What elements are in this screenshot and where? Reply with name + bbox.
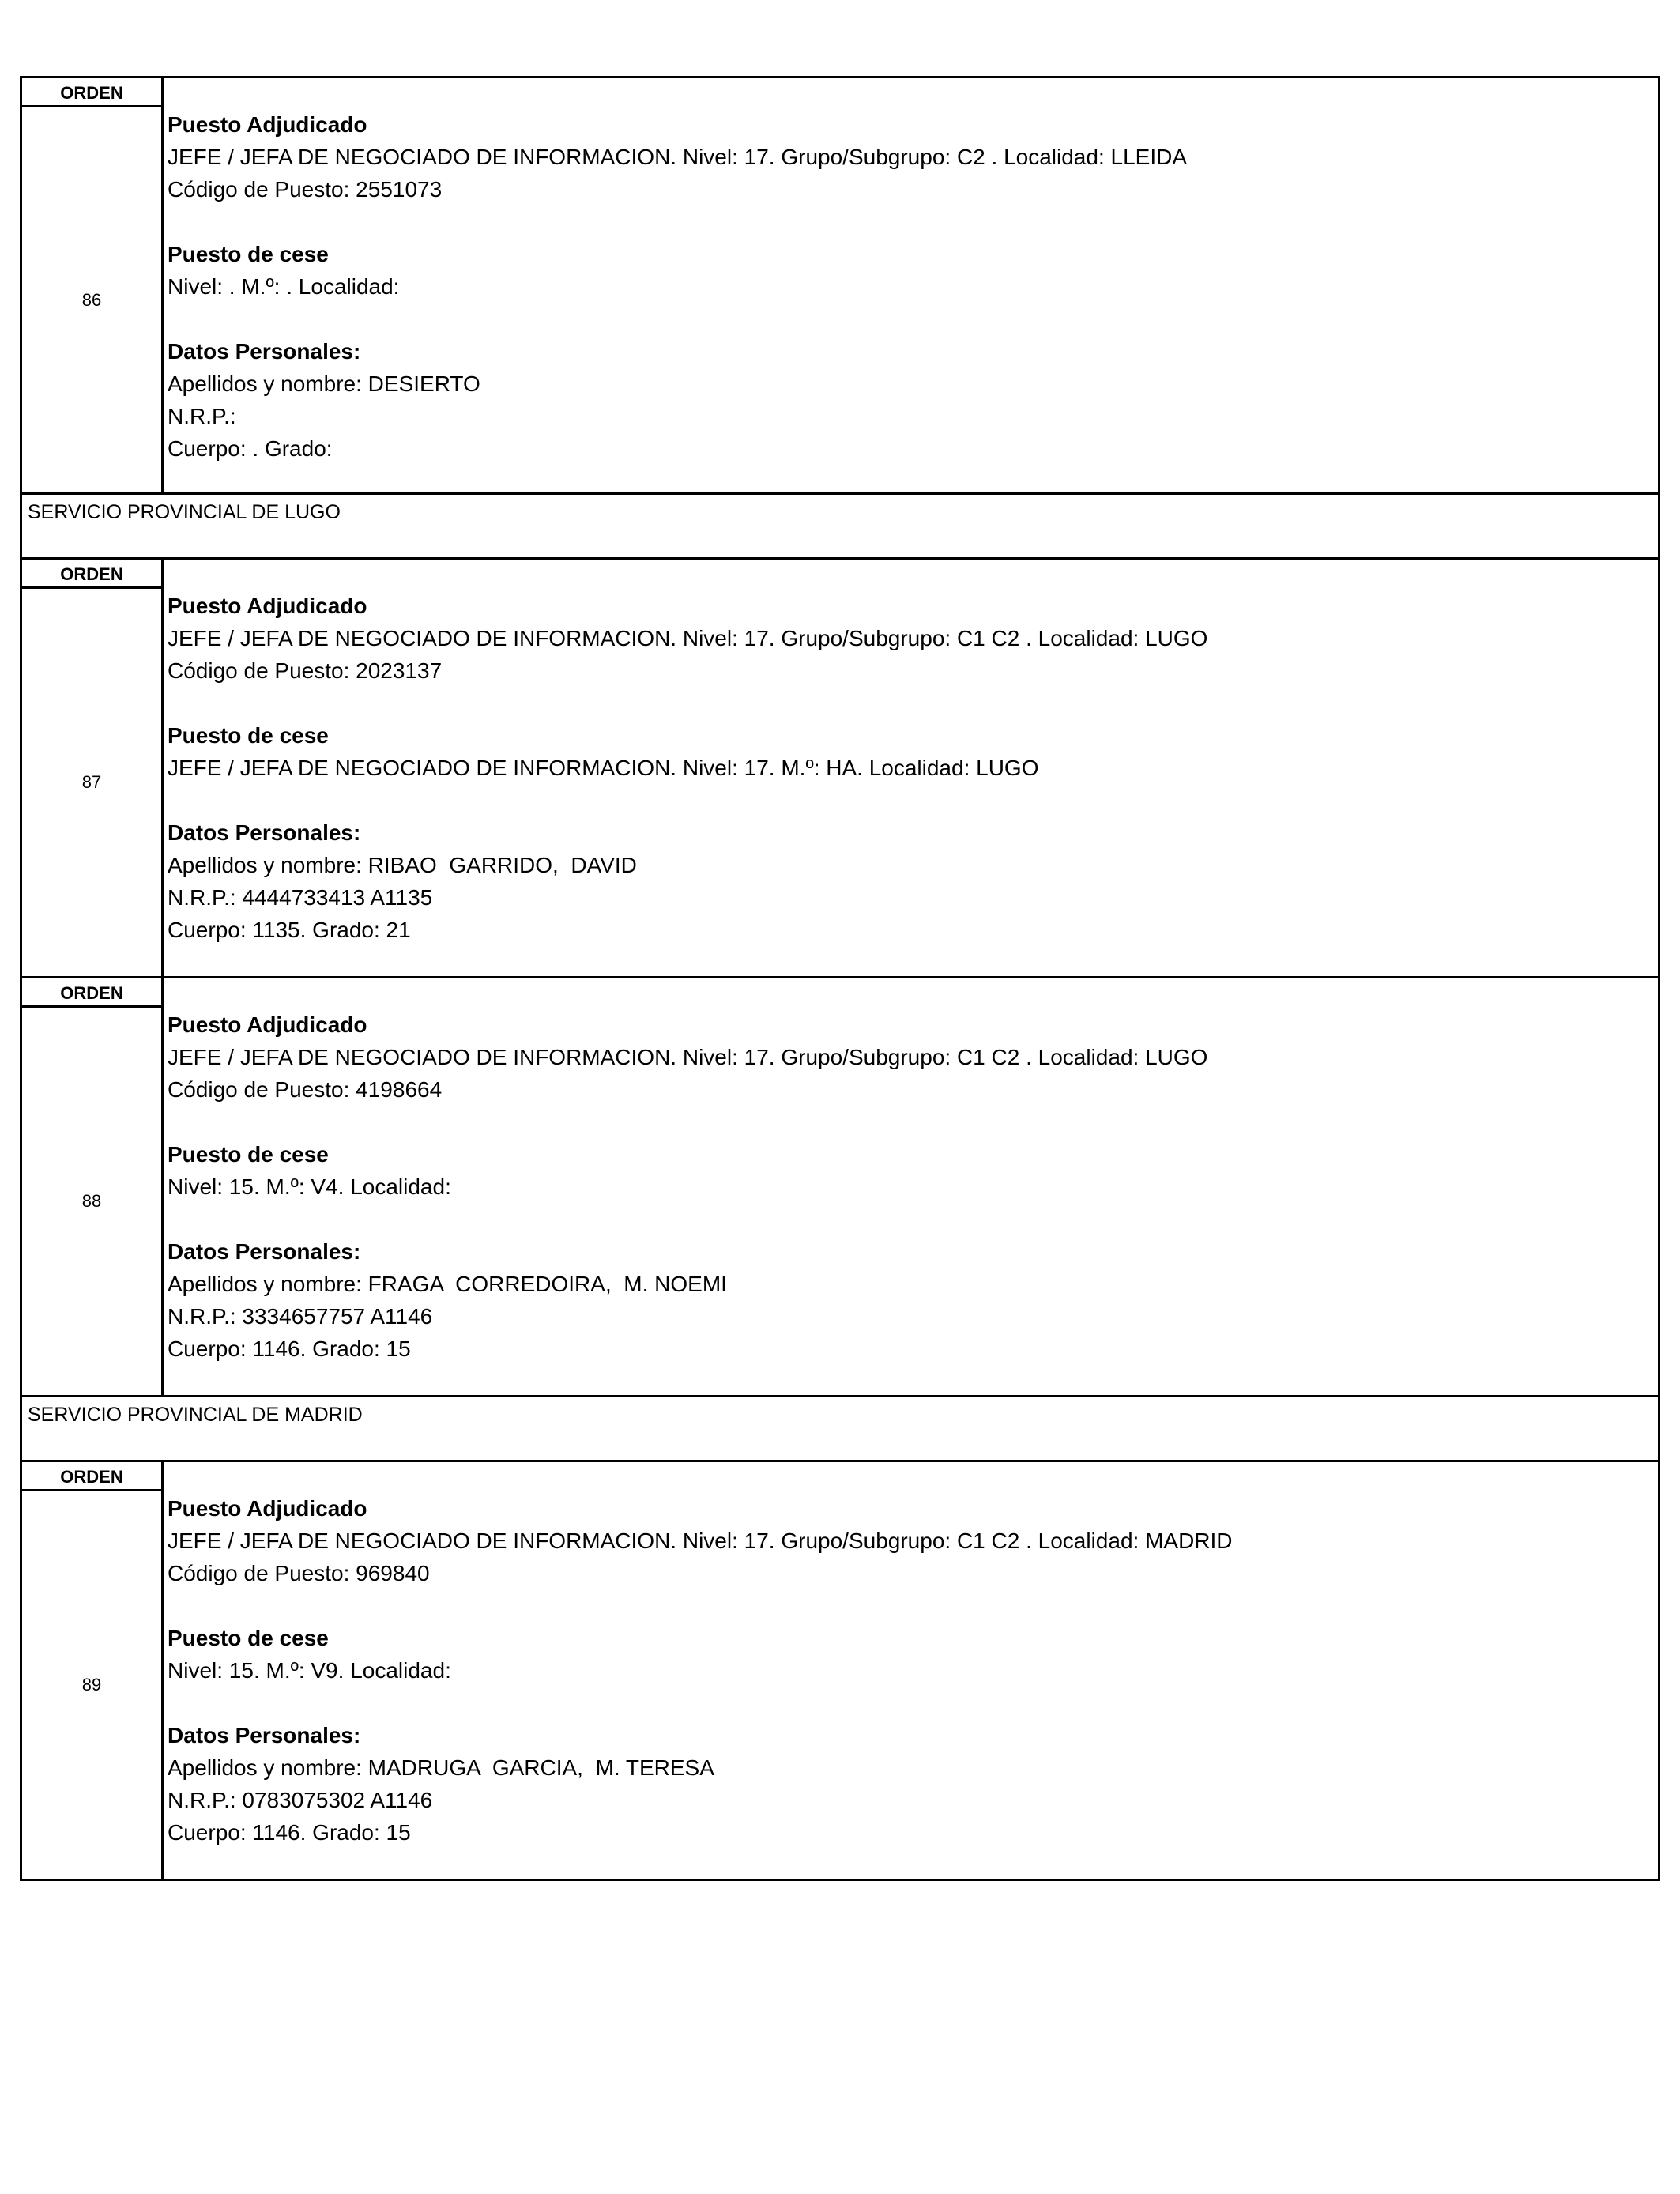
- entry-row: [20, 1462, 1660, 1881]
- cuerpo-grado: Cuerpo: . Grado:: [168, 436, 333, 461]
- codigo-puesto: Código de Puesto: 969840: [168, 1561, 430, 1585]
- spacer: [168, 205, 1658, 238]
- cuerpo-grado: Cuerpo: 1146. Grado: 15: [168, 1820, 411, 1845]
- puesto-cese-heading: Puesto de cese: [168, 1626, 329, 1650]
- orden-number: 88: [81, 1191, 102, 1211]
- puesto-cese-desc: Nivel: . M.º: . Localidad:: [168, 274, 400, 299]
- orden-number: 89: [81, 1675, 102, 1695]
- document-table: [20, 76, 1660, 1881]
- orden-label: ORDEN: [22, 1462, 161, 1491]
- spacer: [168, 1589, 1658, 1622]
- spacer: [168, 687, 1658, 719]
- puesto-cese-desc: JEFE / JEFA DE NEGOCIADO DE INFORMACION. Nivel: 17. M.º: HA. Localidad: LUGO: [168, 756, 1039, 780]
- apellidos-nombre: Apellidos y nombre: FRAGA CORREDOIRA, M. NOEMI: [168, 1272, 727, 1296]
- orden-number: 87: [81, 772, 102, 792]
- orden-number: 86: [81, 289, 102, 310]
- section-header: SERVICIO PROVINCIAL DE LUGO: [20, 495, 1660, 560]
- spacer: [168, 303, 1658, 335]
- nrp: N.R.P.:: [168, 404, 236, 428]
- entry-details: [164, 560, 1658, 976]
- orden-column: [22, 560, 164, 976]
- puesto-adjudicado-desc: JEFE / JEFA DE NEGOCIADO DE INFORMACION. Nivel: 17. Grupo/Subgrupo: C1 C2 . Localidad: LUGO: [168, 626, 1208, 650]
- entry-row: [20, 560, 1660, 978]
- puesto-cese-heading: Puesto de cese: [168, 242, 329, 266]
- puesto-adjudicado-heading: Puesto Adjudicado: [168, 594, 367, 618]
- apellidos-nombre: Apellidos y nombre: RIBAO GARRIDO, DAVID: [168, 853, 637, 877]
- entry-row: [20, 76, 1660, 495]
- nrp: N.R.P.: 4444733413 A1135: [168, 885, 433, 910]
- datos-personales-heading: Datos Personales:: [168, 820, 361, 845]
- orden-column: [22, 978, 164, 1395]
- codigo-puesto: Código de Puesto: 4198664: [168, 1077, 443, 1102]
- orden-label: ORDEN: [22, 78, 161, 107]
- puesto-adjudicado-desc: JEFE / JEFA DE NEGOCIADO DE INFORMACION. Nivel: 17. Grupo/Subgrupo: C2 . Localidad: LLEIDA: [168, 145, 1188, 169]
- cuerpo-grado: Cuerpo: 1146. Grado: 15: [168, 1336, 411, 1361]
- datos-personales-heading: Datos Personales:: [168, 1723, 361, 1747]
- puesto-cese-heading: Puesto de cese: [168, 1142, 329, 1167]
- puesto-cese-desc: Nivel: 15. M.º: V9. Localidad:: [168, 1658, 451, 1683]
- entry-details: [164, 78, 1658, 492]
- puesto-cese-heading: Puesto de cese: [168, 723, 329, 748]
- section-header: SERVICIO PROVINCIAL DE MADRID: [20, 1397, 1660, 1462]
- codigo-puesto: Código de Puesto: 2023137: [168, 658, 443, 683]
- puesto-adjudicado-desc: JEFE / JEFA DE NEGOCIADO DE INFORMACION. Nivel: 17. Grupo/Subgrupo: C1 C2 . Localidad: MADRID: [168, 1529, 1233, 1553]
- nrp: N.R.P.: 3334657757 A1146: [168, 1304, 433, 1329]
- puesto-adjudicado-heading: Puesto Adjudicado: [168, 1012, 367, 1037]
- orden-column: [22, 78, 164, 492]
- spacer: [168, 1203, 1658, 1235]
- apellidos-nombre: Apellidos y nombre: DESIERTO: [168, 371, 480, 396]
- entry-details: [164, 1462, 1658, 1879]
- entry-row: [20, 978, 1660, 1397]
- puesto-adjudicado-desc: JEFE / JEFA DE NEGOCIADO DE INFORMACION. Nivel: 17. Grupo/Subgrupo: C1 C2 . Localidad: LUGO: [168, 1045, 1208, 1069]
- puesto-adjudicado-heading: Puesto Adjudicado: [168, 112, 367, 137]
- cuerpo-grado: Cuerpo: 1135. Grado: 21: [168, 918, 411, 942]
- spacer: [168, 1106, 1658, 1138]
- puesto-adjudicado-heading: Puesto Adjudicado: [168, 1496, 367, 1521]
- nrp: N.R.P.: 0783075302 A1146: [168, 1788, 433, 1812]
- spacer: [168, 784, 1658, 816]
- orden-label: ORDEN: [22, 978, 161, 1008]
- entry-details: [164, 978, 1658, 1395]
- orden-column: [22, 1462, 164, 1879]
- puesto-cese-desc: Nivel: 15. M.º: V4. Localidad:: [168, 1174, 451, 1199]
- datos-personales-heading: Datos Personales:: [168, 339, 361, 364]
- orden-label: ORDEN: [22, 560, 161, 589]
- datos-personales-heading: Datos Personales:: [168, 1239, 361, 1264]
- codigo-puesto: Código de Puesto: 2551073: [168, 177, 443, 202]
- apellidos-nombre: Apellidos y nombre: MADRUGA GARCIA, M. TERESA: [168, 1755, 714, 1780]
- spacer: [168, 1687, 1658, 1719]
